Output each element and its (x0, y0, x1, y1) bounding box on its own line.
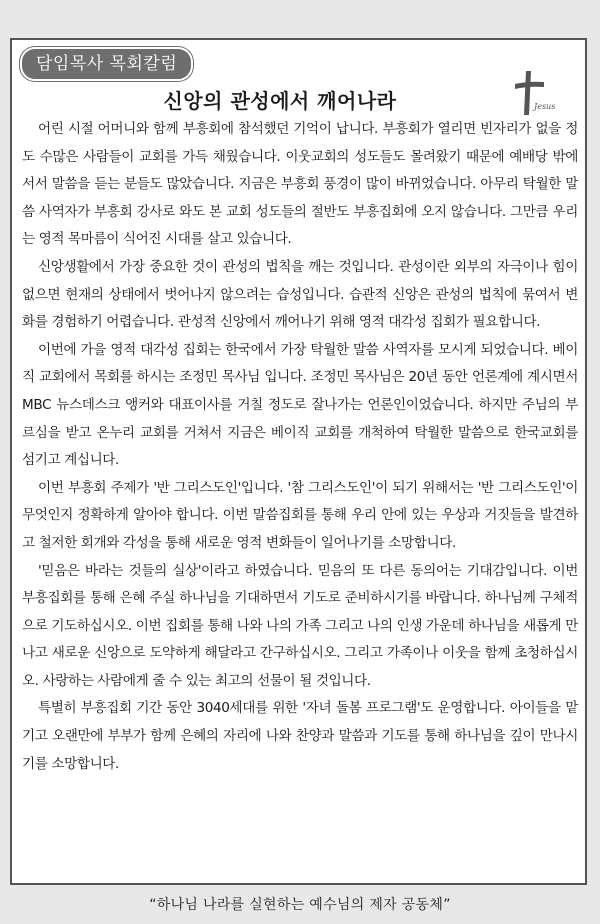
footer-motto: “하나님 나라를 실현하는 예수님의 제자 공동체” (149, 897, 451, 913)
paragraph-5: '믿음은 바라는 것들의 실상'이라고 하였습니다. 믿음의 또 다른 동의어는 기대감입니다. 이번 부흥집회를 통해 은혜 주실 하나님을 기대하면서 기도로 준비하시기를 바랍니다. 하나님께 구체적으로 기도하십시오. 이번 집회를 통해 나와 나의 가족 그리고 나의 인생 가운데 하나님을 새롭게 만나고 새로운 신앙으로 도약하게 해달라고 간구하십시오. 그리고 가족이나 이웃을 함께 초청하십시오. 사랑하는 사람에게 줄 수 있는 최고의 선물이 될 것입니다. (22, 562, 578, 689)
column-label-badge: 담임목사 목회칼럼 (20, 47, 193, 81)
paragraph-4: 이번 부흥회 주제가 '반 그리스도인'입니다. '참 그리스도인'이 되기 위해서는 '반 그리스도인'이 무엇인지 정확하게 알아야 합니다. 이번 말씀집회를 통해 우리 안에 있는 우상과 거짓들을 발견하고 철저한 회개와 각성을 통해 새로운 영적 변화들이 일어나기를 소망합니다. (22, 479, 578, 551)
cross-jesus-logo-icon (512, 68, 562, 118)
column-title: 신앙의 관성에서 깨어나라 (163, 89, 397, 113)
paragraph-3: 이번에 가을 영적 대각성 집회는 한국에서 가장 탁월한 말씀 사역자를 모시게 되었습니다. 베이직 교회에서 목회를 하시는 조정민 목사님 입니다. 조정민 목사님은 20년 동안 언론계에 계시면서 MBC 뉴스데스크 앵커와 대표이사를 거칠 정도로 잘나가는 언론인이었습니다. 하지만 주님의 부르심을 받고 온누리 교회를 거쳐서 지금은 베이직 교회를 개척하여 탁월한 말씀으로 한국교회를 섬기고 계십니다. (22, 341, 578, 469)
paragraph-6: 특별히 부흥집회 기간 동안 3040세대를 위한 '자녀 돌봄 프로그램'도 운영합니다. 아이들을 맡기고 오랜만에 부부가 함께 은혜의 자리에 나와 찬양과 말씀과 기도를 통해 하나님을 깊이 만나시기를 소망합니다. (22, 700, 578, 772)
cross-vertical (524, 71, 531, 115)
column-body (22, 116, 578, 778)
paragraph-2: 신앙생활에서 가장 중요한 것이 관성의 법칙을 깨는 것입니다. 관성이란 외부의 자극이나 힘이 없으면 현재의 상태에서 벗어나지 않으려는 습성입니다. 습관적 신앙은 관성의 법칙에 묶여서 변화를 경험하기 어렵습니다. 관성적 신앙에서 깨어나기 위해 영적 대각성 집회가 필요합니다. (22, 258, 578, 331)
logo-text: Jesus (534, 102, 556, 111)
paragraph-1: 어린 시절 어머니와 함께 부흥회에 참석했던 기억이 납니다. 부흥회가 열리면 빈자리가 없을 정도 수많은 사람들이 교회를 가득 채웠습니다. 이웃교회의 성도들도 몰려왔기 때문에 예배당 밖에 서서 말씀을 듣는 분들도 많았습니다. 지금은 부흥회 풍경이 많이 바뀌었습니다. 아무리 탁월한 말씀 사역자가 부흥회 강사로 와도 본 교회 성도들의 절반도 부흥집회에 오지 않습니다. 그만큼 우리는 영적 목마름이 식어진 시대를 살고 있습니다. (22, 121, 578, 248)
